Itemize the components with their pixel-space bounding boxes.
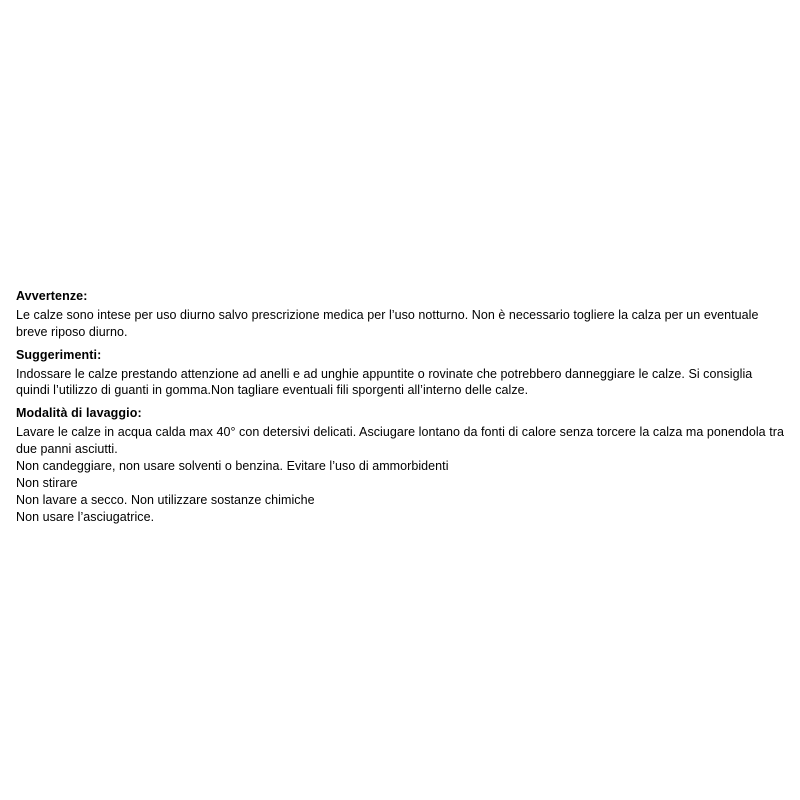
section-avvertenze (16, 288, 786, 341)
section-paragraph-lavaggio-3: Non stirare (16, 475, 78, 490)
section-heading-modalita-di-lavaggio: Modalità di lavaggio: (16, 406, 142, 421)
section-suggerimenti (16, 347, 786, 400)
section-paragraph-lavaggio-2: Non candeggiare, non usare solventi o benzina. Evitare l’uso di ammorbidenti (16, 458, 449, 473)
section-heading-suggerimenti: Suggerimenti: (16, 347, 102, 362)
section-modalita-di-lavaggio (16, 405, 786, 525)
section-paragraph-lavaggio-4: Non lavare a secco. Non utilizzare sostanze chimiche (16, 492, 315, 507)
section-paragraph-suggerimenti-1: Indossare le calze prestando attenzione ad anelli e ad unghie appuntite o rovinate che potrebbero danneggiare le calze. Si consiglia quindi l’utilizzo di guanti in gomma.Non tagliare eventuali fili sporgenti all’interno delle calze. (16, 366, 753, 398)
section-paragraph-lavaggio-5: Non usare l’asciugatrice. (16, 509, 155, 524)
section-paragraph-lavaggio-1: Lavare le calze in acqua calda max 40° con detersivi delicati. Asciugare lontano da fonti di calore senza torcere la calza ma ponendola tra due panni asciutti. (16, 425, 784, 456)
section-paragraph-avvertenze-1: Le calze sono intese per uso diurno salvo prescrizione medica per l’uso notturno. Non è necessario togliere la calza per un eventuale breve riposo diurno. (16, 307, 759, 339)
section-heading-avvertenze: Avvertenze: (16, 289, 88, 303)
document-content (16, 288, 786, 525)
